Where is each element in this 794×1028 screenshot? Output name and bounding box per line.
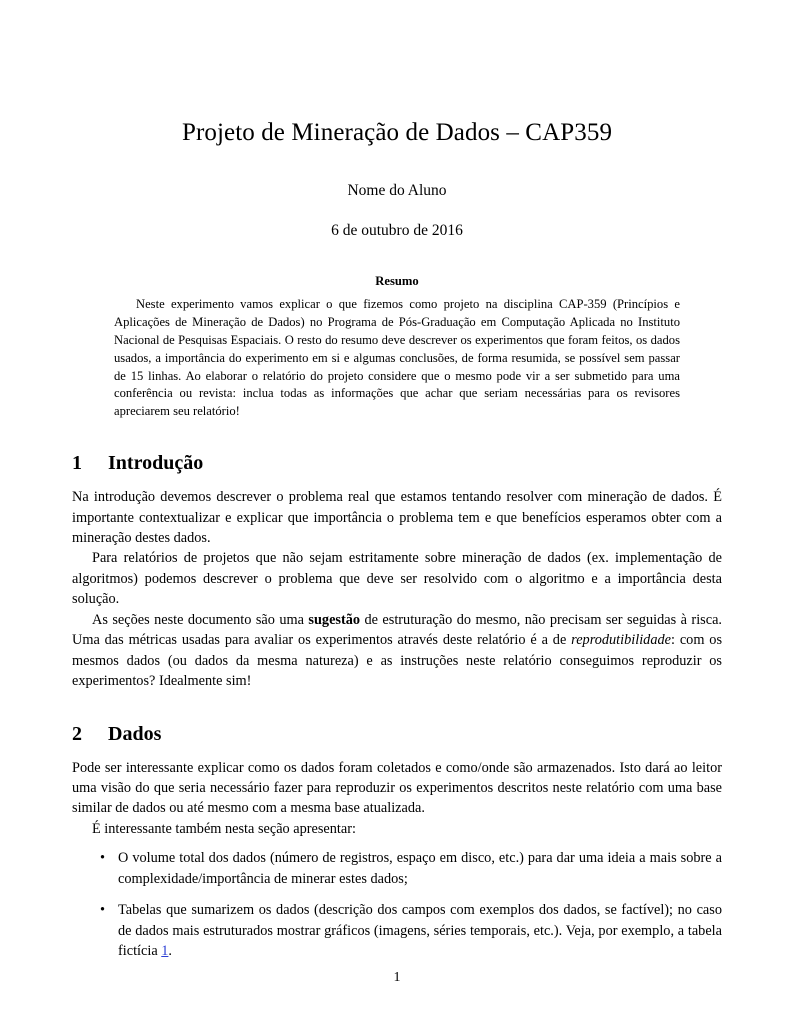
paragraph-part: As seções neste documento são uma — [92, 611, 309, 628]
list-item — [118, 900, 722, 961]
emphasis-reprodutibilidade: reprodutibilidade — [571, 632, 671, 649]
paragraph-part: de estruturação do mesmo, não precisam ser seguidas à risca. Uma das métricas usadas para avaliar os experimentos através deste relatório é a de — [72, 611, 722, 649]
section-title: Introdução — [108, 452, 204, 475]
emphasis-sugestao: sugestão — [308, 611, 361, 628]
section-title: Dados — [108, 722, 162, 745]
page-number: 1 — [393, 970, 401, 985]
abstract-text: Neste experimento vamos explicar o que fizemos como projeto na disciplina CAP-359 (Princípios e Aplicações de Mineração de Dados) no Programa de Pós-Graduação em Computação Aplicada no Instituto Nacional de Pesquisas Espaciais. O resto do resumo deve descrever os experimentos que foram feitos, os dados usados, a importância do experimento em si e algumas conclusões, de forma resumida, se possível sem passar de 15 linhas. Ao elaborar o relatório do projeto considere que o mesmo pode vir a ser submetido para uma conferência ou revista: inclua todas as informações que achar que seriam necessárias para os revisores apreciarem seu relatório! — [114, 297, 680, 419]
list-item-text-end: . — [168, 943, 172, 959]
table-reference-link[interactable]: 1 — [161, 943, 169, 959]
document-date: 6 de outubro de 2016 — [331, 222, 463, 239]
document-author: Nome do Aluno — [347, 182, 447, 199]
abstract-heading: Resumo — [375, 274, 419, 288]
paragraph: Na introdução devemos descrever o problema real que estamos tentando resolver com mineração de dados. É importante contextualizar e explicar que importância o problema tem e que benefícios esperamos obter com a mineração destes dados. — [72, 489, 722, 546]
bullet-list — [72, 848, 722, 961]
page-title: Projeto de Mineração de Dados – CAP359 — [181, 119, 613, 146]
abstract-block — [114, 274, 680, 421]
paragraph — [72, 610, 722, 692]
paragraph: Pode ser interessante explicar como os dados foram coletados e como/onde são armazenados. Isto dará ao leitor uma visão do que seria necessário fazer para reproduzir os experimentos descritos neste relatório com uma base similar de dados ou até mesmo com a mesma base atualizada. — [72, 759, 722, 817]
section-number: 1 — [72, 452, 82, 475]
list-item: • O volume total dos dados (número de registros, espaço em disco, etc.) para dar uma ideia a mais sobre a complexidade/importância de minerar estes dados; — [118, 848, 722, 889]
paragraph: É interessante também nesta seção apresentar: — [92, 820, 356, 837]
paragraph: Para relatórios de projetos que não sejam estritamente sobre mineração de dados (ex. implementação de algoritmos) podemos descrever o problema que deve ser resolvido com o algoritmo e a importância desta solução. — [72, 550, 722, 608]
paragraph-part: : com os mesmos dados (ou dados da mesma natureza) e as instruções neste relatório conseguimos reproduzir os experimentos? Idealmente sim! — [72, 632, 723, 690]
section-heading-introducao — [72, 451, 722, 475]
list-item-text: Tabelas que sumarizem os dados (descrição dos campos com exemplos dos dados, se factível); no caso de dados mais estruturados mostrar gráficos (imagens, séries temporais, etc.). Veja, por exemplo, a tabela fictícia — [118, 902, 722, 959]
section-number: 2 — [72, 722, 82, 745]
section-heading-dados — [72, 722, 722, 746]
